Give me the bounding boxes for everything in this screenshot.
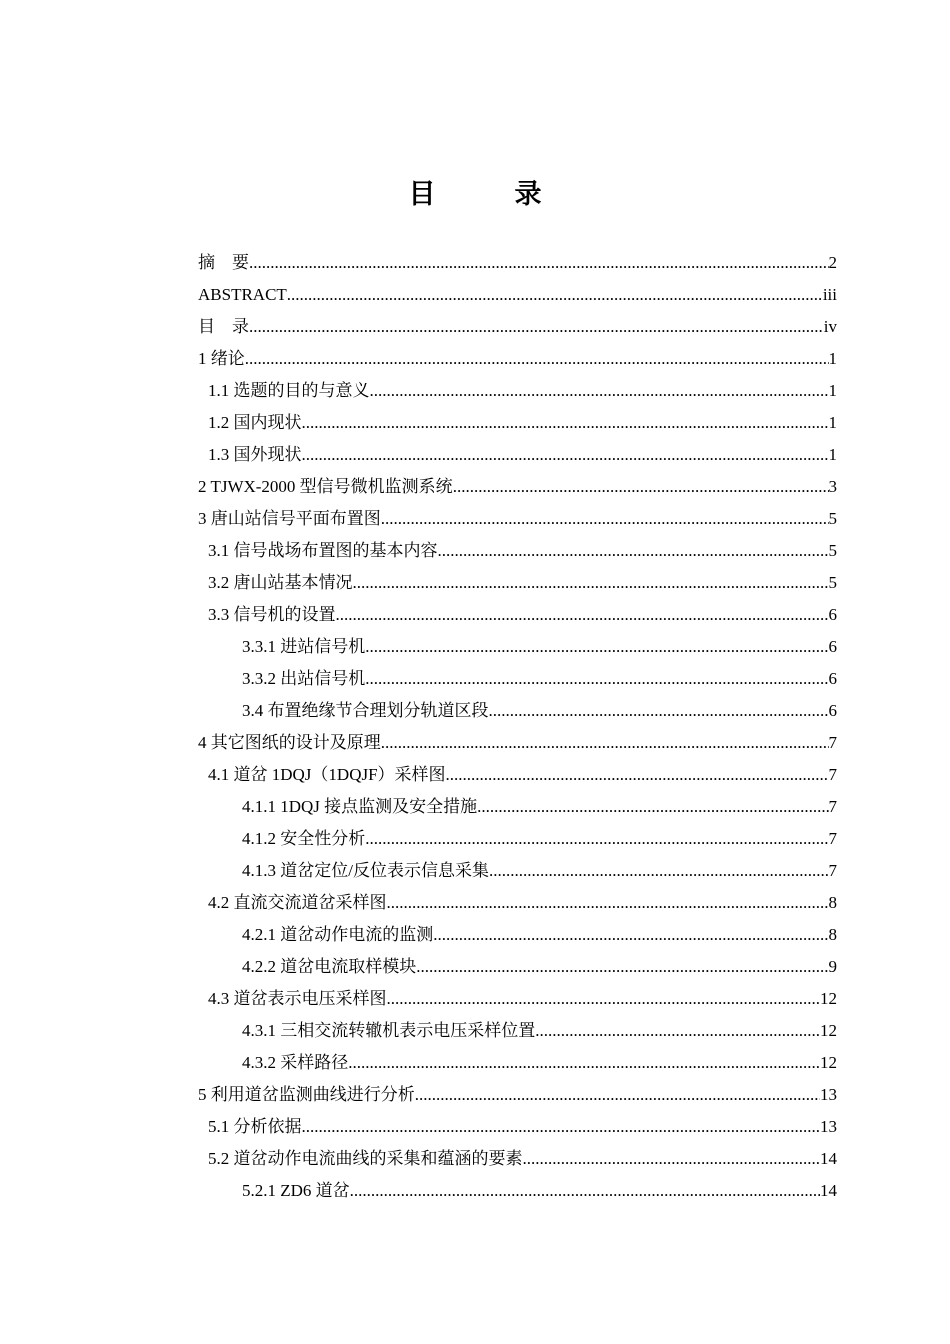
toc-entry[interactable] (198, 695, 837, 727)
toc-entry-label: 3.2 唐山站基本情况 (208, 573, 353, 592)
toc-entry-page-number: 12 (820, 1021, 837, 1040)
toc-entry[interactable] (198, 727, 837, 759)
toc-entry[interactable] (198, 471, 837, 503)
toc-entry-page-number: 14 (820, 1149, 837, 1168)
toc-entry-label: 4.1.2 安全性分析 (242, 829, 366, 848)
toc-dot-leader (438, 535, 829, 567)
toc-dot-leader (489, 695, 829, 727)
toc-dot-leader (249, 311, 824, 343)
toc-entry-label: 3.3.2 出站信号机 (242, 669, 366, 688)
toc-entry[interactable] (198, 951, 837, 983)
toc-entry-label: 5 利用道岔监测曲线进行分析 (198, 1085, 415, 1104)
toc-entry[interactable] (198, 375, 837, 407)
toc-dot-leader (302, 439, 829, 471)
toc-entry[interactable] (198, 567, 837, 599)
toc-entry-label: 4.1.1 1DQJ 接点监测及安全措施 (242, 797, 478, 816)
toc-entry-label: 4.2.1 道岔动作电流的监测 (242, 925, 434, 944)
toc-entry-label: 5.1 分析依据 (208, 1117, 302, 1136)
toc-entry-label: 3.3 信号机的设置 (208, 605, 336, 624)
toc-entry[interactable] (198, 1047, 837, 1079)
toc-entry[interactable] (198, 887, 837, 919)
toc-entry-label: 5.2 道岔动作电流曲线的采集和蕴涵的要素 (208, 1149, 523, 1168)
toc-entry-page-number: 5 (828, 509, 837, 528)
toc-entry[interactable] (198, 631, 837, 663)
toc-entry[interactable] (198, 1175, 837, 1207)
page-title: 目 录 (408, 179, 568, 209)
toc-dot-leader (365, 663, 828, 695)
table-of-contents (198, 247, 837, 1207)
toc-entry[interactable] (198, 343, 837, 375)
toc-dot-leader (302, 407, 829, 439)
toc-entry[interactable] (198, 759, 837, 791)
toc-dot-leader (336, 599, 829, 631)
toc-dot-leader (381, 503, 829, 535)
toc-entry[interactable] (198, 855, 837, 887)
toc-entry-label: 摘 要 (198, 253, 249, 272)
toc-entry-page-number: iv (823, 317, 837, 336)
toc-dot-leader (245, 343, 829, 375)
toc-entry[interactable] (198, 1111, 837, 1143)
toc-entry-label: 2 TJWX-2000 型信号微机监测系统 (198, 477, 453, 496)
toc-entry-label: 4 其它图纸的设计及原理 (198, 733, 381, 752)
toc-entry-page-number: 1 (828, 413, 837, 432)
toc-entry-page-number: 6 (828, 669, 837, 688)
toc-entry-label: 1.1 选题的目的与意义 (208, 381, 370, 400)
toc-entry-page-number: 9 (828, 957, 837, 976)
toc-dot-leader (416, 951, 828, 983)
toc-dot-leader (302, 1111, 821, 1143)
toc-dot-leader (365, 631, 828, 663)
toc-entry[interactable] (198, 599, 837, 631)
toc-entry-page-number: 14 (820, 1181, 837, 1200)
toc-entry[interactable] (198, 1079, 837, 1111)
toc-dot-leader (353, 567, 829, 599)
toc-entry-page-number: 6 (828, 637, 837, 656)
toc-entry[interactable] (198, 247, 837, 279)
toc-entry-label: 1 绪论 (198, 349, 245, 368)
toc-entry-page-number: 6 (828, 605, 837, 624)
toc-entry[interactable] (198, 439, 837, 471)
toc-entry-label: 3.4 布置绝缘节合理划分轨道区段 (242, 701, 489, 720)
toc-entry-page-number: 6 (828, 701, 837, 720)
toc-entry-label: 1.2 国内现状 (208, 413, 302, 432)
toc-dot-leader (287, 279, 823, 311)
toc-entry-page-number: 12 (820, 989, 837, 1008)
toc-entry-label: 3 唐山站信号平面布置图 (198, 509, 381, 528)
toc-entry-label: ABSTRACT (198, 285, 287, 304)
toc-entry-page-number: 1 (828, 381, 837, 400)
toc-entry[interactable] (198, 663, 837, 695)
toc-entry-page-number: 7 (828, 765, 837, 784)
toc-entry-page-number: 7 (828, 861, 837, 880)
toc-entry-page-number: 2 (828, 253, 837, 272)
toc-entry-label: 4.2.2 道岔电流取样模块 (242, 957, 417, 976)
toc-entry[interactable] (198, 1015, 837, 1047)
toc-entry[interactable] (198, 279, 837, 311)
toc-entry-page-number: 1 (828, 349, 837, 368)
toc-dot-leader (433, 919, 828, 951)
toc-dot-leader (489, 855, 829, 887)
toc-entry-label: 4.3 道岔表示电压采样图 (208, 989, 387, 1008)
toc-dot-leader (535, 1015, 820, 1047)
toc-entry-page-number: iii (822, 285, 837, 304)
toc-entry-label: 4.1.3 道岔定位/反位表示信息采集 (242, 861, 489, 880)
toc-dot-leader (350, 1175, 820, 1207)
toc-dot-leader (348, 1047, 820, 1079)
toc-entry-label: 4.1 道岔 1DQJ（1DQJF）采样图 (208, 765, 446, 784)
toc-dot-leader (523, 1143, 821, 1175)
toc-dot-leader (370, 375, 829, 407)
toc-entry-page-number: 5 (828, 541, 837, 560)
toc-entry-page-number: 1 (828, 445, 837, 464)
toc-entry[interactable] (198, 311, 837, 343)
toc-entry-label: 目 录 (198, 317, 249, 336)
toc-dot-leader (415, 1079, 820, 1111)
toc-entry-page-number: 7 (828, 733, 837, 752)
toc-entry[interactable] (198, 791, 837, 823)
toc-entry[interactable] (198, 983, 837, 1015)
toc-entry-page-number: 13 (820, 1117, 837, 1136)
toc-entry-page-number: 3 (828, 477, 837, 496)
toc-dot-leader (381, 727, 829, 759)
toc-entry-page-number: 8 (828, 893, 837, 912)
toc-entry[interactable] (198, 407, 837, 439)
toc-entry-label: 1.3 国外现状 (208, 445, 302, 464)
toc-entry[interactable] (198, 503, 837, 535)
toc-dot-leader (249, 247, 829, 279)
toc-entry-page-number: 8 (828, 925, 837, 944)
toc-entry-page-number: 13 (820, 1085, 837, 1104)
toc-entry[interactable] (198, 919, 837, 951)
toc-entry-page-number: 7 (828, 797, 837, 816)
toc-dot-leader (387, 983, 821, 1015)
toc-entry-page-number: 12 (820, 1053, 837, 1072)
toc-dot-leader (446, 759, 829, 791)
toc-dot-leader (453, 471, 829, 503)
toc-dot-leader (365, 823, 828, 855)
toc-entry-label: 3.3.1 进站信号机 (242, 637, 366, 656)
toc-entry-page-number: 7 (828, 829, 837, 848)
toc-entry[interactable] (198, 535, 837, 567)
toc-entry-label: 4.3.2 采样路径 (242, 1053, 349, 1072)
toc-entry[interactable] (198, 823, 837, 855)
toc-entry-label: 4.2 直流交流道岔采样图 (208, 893, 387, 912)
toc-entry-label: 5.2.1 ZD6 道岔 (242, 1181, 350, 1200)
toc-entry-page-number: 5 (828, 573, 837, 592)
toc-entry-label: 3.1 信号战场布置图的基本内容 (208, 541, 438, 560)
toc-entry[interactable] (198, 1143, 837, 1175)
toc-entry-label: 4.3.1 三相交流转辙机表示电压采样位置 (242, 1021, 536, 1040)
toc-dot-leader (477, 791, 828, 823)
toc-dot-leader (387, 887, 829, 919)
